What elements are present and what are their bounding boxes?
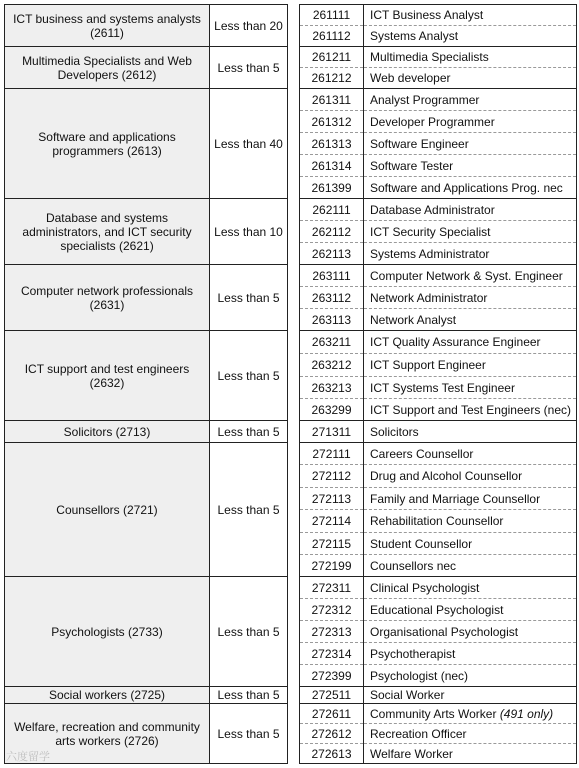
occupation-title-text: ICT Support Engineer <box>370 358 486 372</box>
occupation-title-text: Community Arts Worker <box>370 706 497 721</box>
occupation-code: 263112 <box>300 287 364 309</box>
group-threshold: Less than 5 <box>210 331 288 421</box>
group-threshold: Less than 40 <box>210 89 288 199</box>
group-name: Computer network professionals (2631) <box>5 265 210 331</box>
occupation-title-text: Software Engineer <box>370 136 469 151</box>
occupation-code: 261111 <box>300 5 364 26</box>
occupation-title-text: ICT Systems Test Engineer <box>370 380 515 395</box>
occupation-code: 261399 <box>300 177 364 199</box>
occupation-title-text: Student Counsellor <box>370 536 473 551</box>
table-row <box>5 89 577 111</box>
occupation-title <box>364 89 577 111</box>
occupation-title <box>364 465 577 488</box>
occupation-code: 272199 <box>300 555 364 577</box>
occupation-title <box>364 443 577 465</box>
occupation-note: (491 only) <box>499 706 554 721</box>
occupation-title <box>364 704 577 724</box>
occupation-title <box>364 399 577 421</box>
group-name: Welfare, recreation and community arts workers (2726) <box>5 704 210 764</box>
occupation-code: 271311 <box>300 421 364 443</box>
occupation-code: 263211 <box>300 331 364 354</box>
group-name: Software and applications programmers (2613) <box>5 89 210 199</box>
occupation-title <box>364 533 577 555</box>
occupation-code: 263213 <box>300 377 364 399</box>
occupation-code: 262112 <box>300 221 364 243</box>
group-threshold: Less than 5 <box>210 443 288 577</box>
column-spacer <box>288 687 300 704</box>
column-spacer <box>288 704 300 764</box>
occupation-code: 272114 <box>300 510 364 533</box>
occupation-title-text: Rehabilitation Counsellor <box>370 514 504 528</box>
occupation-code: 261312 <box>300 111 364 133</box>
occupation-title <box>364 133 577 155</box>
occupation-title-text: Social Worker <box>370 688 445 702</box>
occupation-title-text: Database Administrator <box>370 202 495 217</box>
occupation-title-text: ICT Security Specialist <box>370 224 491 239</box>
occupation-title-text: Recreation Officer <box>370 726 467 741</box>
occupation-code: 263299 <box>300 399 364 421</box>
table-row <box>5 687 577 704</box>
column-spacer <box>288 421 300 443</box>
column-spacer <box>288 47 300 89</box>
occupation-table-body <box>5 5 577 764</box>
occupation-title <box>364 687 577 704</box>
occupation-title-text: Organisational Psychologist <box>370 624 519 639</box>
occupation-code: 272312 <box>300 599 364 621</box>
table-row <box>5 577 577 599</box>
occupation-title <box>364 555 577 577</box>
table-row <box>5 265 577 287</box>
occupation-title <box>364 724 577 744</box>
occupation-title <box>364 243 577 265</box>
group-name: Multimedia Specialists and Web Developers (2612) <box>5 47 210 89</box>
occupation-title-text: ICT Quality Assurance Engineer <box>370 335 541 349</box>
occupation-title <box>364 510 577 533</box>
occupation-title-text: Computer Network & Syst. Engineer <box>370 268 563 283</box>
occupation-title <box>364 111 577 133</box>
occupation-title <box>364 47 577 68</box>
occupation-code: 262111 <box>300 199 364 221</box>
occupation-title-text: Counsellors nec <box>370 558 457 573</box>
table-row <box>5 5 577 26</box>
occupation-title <box>364 5 577 26</box>
occupation-code: 262113 <box>300 243 364 265</box>
occupation-code: 272399 <box>300 665 364 687</box>
table-row <box>5 704 577 724</box>
occupation-code: 272111 <box>300 443 364 465</box>
group-threshold: Less than 5 <box>210 421 288 443</box>
occupation-code: 272311 <box>300 577 364 599</box>
occupation-code: 261211 <box>300 47 364 68</box>
table-row <box>5 443 577 465</box>
occupation-code: 261212 <box>300 68 364 89</box>
group-name: ICT business and systems analysts (2611) <box>5 5 210 47</box>
occupation-title <box>364 68 577 89</box>
occupation-code: 272314 <box>300 643 364 665</box>
occupation-code: 272113 <box>300 488 364 510</box>
occupation-code: 272115 <box>300 533 364 555</box>
occupation-title <box>364 577 577 599</box>
group-threshold: Less than 5 <box>210 687 288 704</box>
group-threshold: Less than 5 <box>210 577 288 687</box>
occupation-code: 263113 <box>300 309 364 331</box>
column-spacer <box>288 89 300 199</box>
occupation-code: 263111 <box>300 265 364 287</box>
occupation-title-text: Clinical Psychologist <box>370 580 480 595</box>
group-threshold: Less than 5 <box>210 47 288 89</box>
occupation-title-text: Systems Administrator <box>370 246 490 261</box>
group-name: Counsellors (2721) <box>5 443 210 577</box>
watermark: 六度留学 <box>6 751 50 763</box>
occupation-code: 272511 <box>300 687 364 704</box>
occupation-title-text: Psychotherapist <box>370 646 456 661</box>
occupation-code: 261112 <box>300 26 364 47</box>
column-spacer <box>288 577 300 687</box>
occupation-title-text: Multimedia Specialists <box>370 50 489 64</box>
occupation-title <box>364 331 577 354</box>
occupation-code: 261314 <box>300 155 364 177</box>
occupation-title <box>364 177 577 199</box>
group-threshold: Less than 5 <box>210 265 288 331</box>
occupation-title <box>364 221 577 243</box>
table-row <box>5 199 577 221</box>
column-spacer <box>288 331 300 421</box>
occupation-title-text: ICT Business Analyst <box>370 8 484 22</box>
occupation-title-text: Developer Programmer <box>370 114 495 129</box>
occupation-title-text: Network Analyst <box>370 312 457 327</box>
table-row <box>5 421 577 443</box>
group-name: Psychologists (2733) <box>5 577 210 687</box>
column-spacer <box>288 199 300 265</box>
occupation-code: 263212 <box>300 354 364 377</box>
occupation-code: 261313 <box>300 133 364 155</box>
occupation-title-text: Educational Psychologist <box>370 602 504 617</box>
occupation-code: 261311 <box>300 89 364 111</box>
occupation-title <box>364 309 577 331</box>
column-spacer <box>288 5 300 47</box>
occupation-title-text: Drug and Alcohol Counsellor <box>370 469 523 483</box>
occupation-title <box>364 744 577 764</box>
occupation-title-text: Software Tester <box>370 158 454 173</box>
group-name: Solicitors (2713) <box>5 421 210 443</box>
occupation-title-text: Analyst Programmer <box>370 92 480 107</box>
column-spacer <box>288 443 300 577</box>
group-name: Database and systems administrators, and ICT security specialists (2621) <box>5 199 210 265</box>
occupation-title <box>364 665 577 687</box>
occupation-code: 272613 <box>300 744 364 764</box>
group-name: ICT support and test engineers (2632) <box>5 331 210 421</box>
occupation-title-text: Web developer <box>370 71 451 85</box>
occupation-title <box>364 155 577 177</box>
group-threshold: Less than 10 <box>210 199 288 265</box>
occupation-title-text: Family and Marriage Counsellor <box>370 491 541 506</box>
occupation-title-text: Systems Analyst <box>370 29 459 43</box>
group-name: Social workers (2725) <box>5 687 210 704</box>
group-threshold: Less than 20 <box>210 5 288 47</box>
occupation-title-text: Welfare Worker <box>370 746 453 761</box>
occupation-title <box>364 287 577 309</box>
table-row <box>5 331 577 354</box>
occupation-title <box>364 488 577 510</box>
occupation-title <box>364 621 577 643</box>
occupation-code: 272611 <box>300 704 364 724</box>
occupation-title-text: Solicitors <box>370 424 419 439</box>
occupation-table <box>4 4 577 764</box>
occupation-title-text: ICT Support and Test Engineers (nec) <box>370 402 571 417</box>
occupation-title <box>364 377 577 399</box>
occupation-title-text: Software and Applications Prog. nec <box>370 180 563 195</box>
occupation-title-text: Psychologist (nec) <box>370 668 469 683</box>
occupation-title <box>364 26 577 47</box>
occupation-title <box>364 265 577 287</box>
occupation-code: 272313 <box>300 621 364 643</box>
occupation-title-text: Careers Counsellor <box>370 446 474 461</box>
occupation-title-text: Network Administrator <box>370 290 488 305</box>
occupation-title <box>364 421 577 443</box>
table-row <box>5 47 577 68</box>
occupation-title <box>364 354 577 377</box>
occupation-title <box>364 599 577 621</box>
occupation-title <box>364 643 577 665</box>
occupation-code: 272112 <box>300 465 364 488</box>
occupation-code: 272612 <box>300 724 364 744</box>
column-spacer <box>288 265 300 331</box>
occupation-title <box>364 199 577 221</box>
group-threshold: Less than 5 <box>210 704 288 764</box>
